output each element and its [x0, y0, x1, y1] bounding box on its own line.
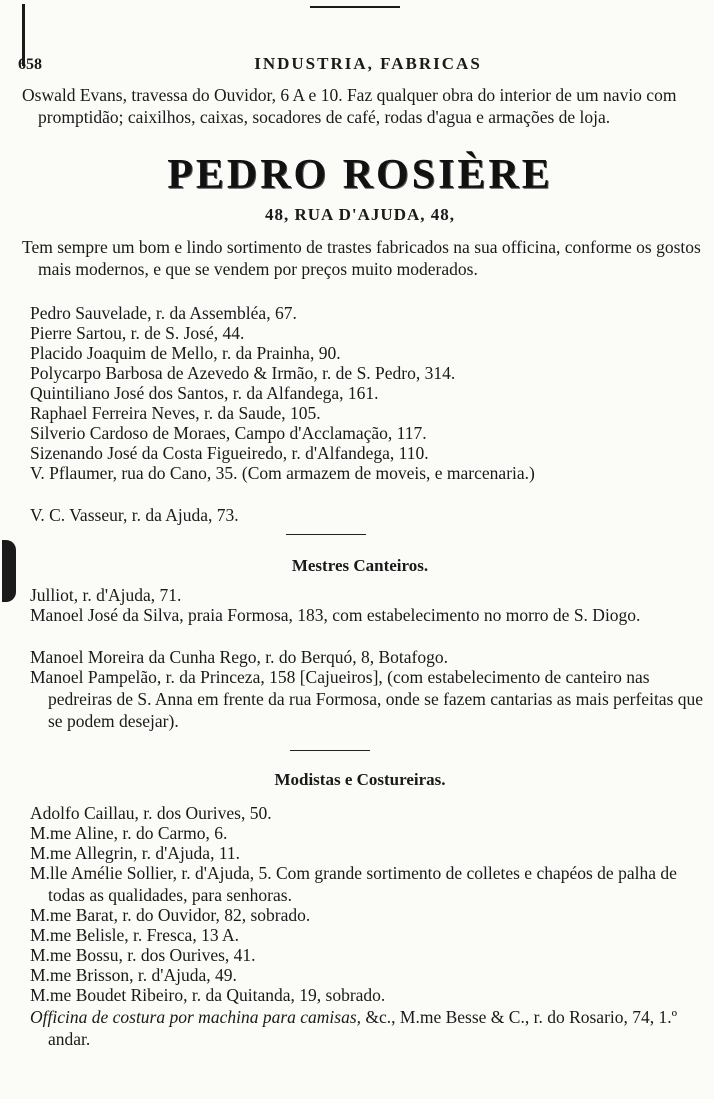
entry-rest: &c., M.me Besse & C., r. do Rosario, 74, 1.º andar. — [48, 1007, 678, 1049]
italic-lead: Officina de costura por machina para camisas, — [30, 1007, 362, 1027]
list-item: M.lle Amélie Sollier, r. d'Ajuda, 5. Com grande sortimento de colletes e chapéos de palha de todas as qualidades, para senhoras. — [30, 863, 677, 905]
list-item: Manoel José da Silva, praia Formosa, 183, com estabelecimento no morro de S. Diogo. — [30, 605, 641, 625]
page-header — [18, 52, 678, 76]
list-item: Adolfo Caillau, r. dos Ourives, 50. — [30, 803, 272, 823]
divider — [286, 534, 366, 535]
list-item: M.me Brisson, r. d'Ajuda, 49. — [30, 965, 237, 985]
list-item: Julliot, r. d'Ajuda, 71. — [30, 585, 182, 605]
section-title-modistas: Modistas e Costureiras. — [274, 770, 446, 789]
page-number: 658 — [18, 56, 42, 73]
ink-mark — [2, 540, 16, 602]
divider — [290, 750, 370, 751]
list-item — [30, 1006, 708, 1050]
section-title-canteiros: Mestres Canteiros. — [291, 556, 429, 575]
advert-name: PEDRO ROSIÈRE — [167, 152, 553, 198]
list-item: Pedro Sauvelade, r. da Assembléa, 67. — [30, 303, 297, 323]
list-item: V. C. Vasseur, r. da Ajuda, 73. — [30, 505, 239, 525]
list-item: M.me Allegrin, r. d'Ajuda, 11. — [30, 843, 241, 863]
list-item: Manoel Moreira da Cunha Rego, r. do Berquó, 8, Botafogo. — [30, 647, 448, 667]
list-item: Quintiliano José dos Santos, r. da Alfandega, 161. — [30, 383, 379, 403]
list-item: Pierre Sartou, r. de S. José, 44. — [30, 323, 245, 343]
advert-address: 48, RUA D'AJUDA, 48, — [265, 205, 455, 224]
list-item: V. Pflaumer, rua do Cano, 35. (Com armazem de moveis, e marcenaria.) — [30, 463, 535, 483]
list-item: Raphael Ferreira Neves, r. da Saude, 105. — [30, 403, 321, 423]
list-item: Placido Joaquim de Mello, r. da Prainha, 90. — [30, 343, 341, 363]
list-item: Manoel Pampelão, r. da Princeza, 158 [Cajueiros], (com estabelecimento de canteiro nas pedreiras de S. Anna em frente da rua Formosa, onde se fazem cantarias as mais perfeitas que se podem desejar). — [30, 667, 704, 731]
list-item: M.me Barat, r. do Ouvidor, 82, sobrado. — [30, 905, 311, 925]
list-item: Polycarpo Barbosa de Azevedo & Irmão, r. de S. Pedro, 314. — [30, 363, 456, 383]
ink-mark — [310, 6, 400, 8]
list-item: M.me Belisle, r. Fresca, 13 A. — [30, 925, 240, 945]
advert-text: Tem sempre um bom e lindo sortimento de trastes fabricados na sua officina, conforme os gostos mais modernos, e que se vendem por preços muito moderados. — [22, 237, 701, 279]
intro-entry: Oswald Evans, travessa do Ouvidor, 6 A e 10. Faz qualquer obra do interior de um navio com promptidão; caixilhos, caixas, socadores de café, rodas d'agua e armações de loja. — [22, 85, 677, 127]
list-item: Sizenando José da Costa Figueiredo, r. d'Alfandega, 110. — [30, 443, 429, 463]
list-item: M.me Bossu, r. dos Ourives, 41. — [30, 945, 256, 965]
list-item: Silverio Cardoso de Moraes, Campo d'Acclamação, 117. — [30, 423, 427, 443]
list-item: M.me Aline, r. do Carmo, 6. — [30, 823, 228, 843]
list-item: M.me Boudet Ribeiro, r. da Quitanda, 19, sobrado. — [30, 985, 386, 1005]
running-title: INDUSTRIA, FABRICAS — [254, 54, 482, 73]
